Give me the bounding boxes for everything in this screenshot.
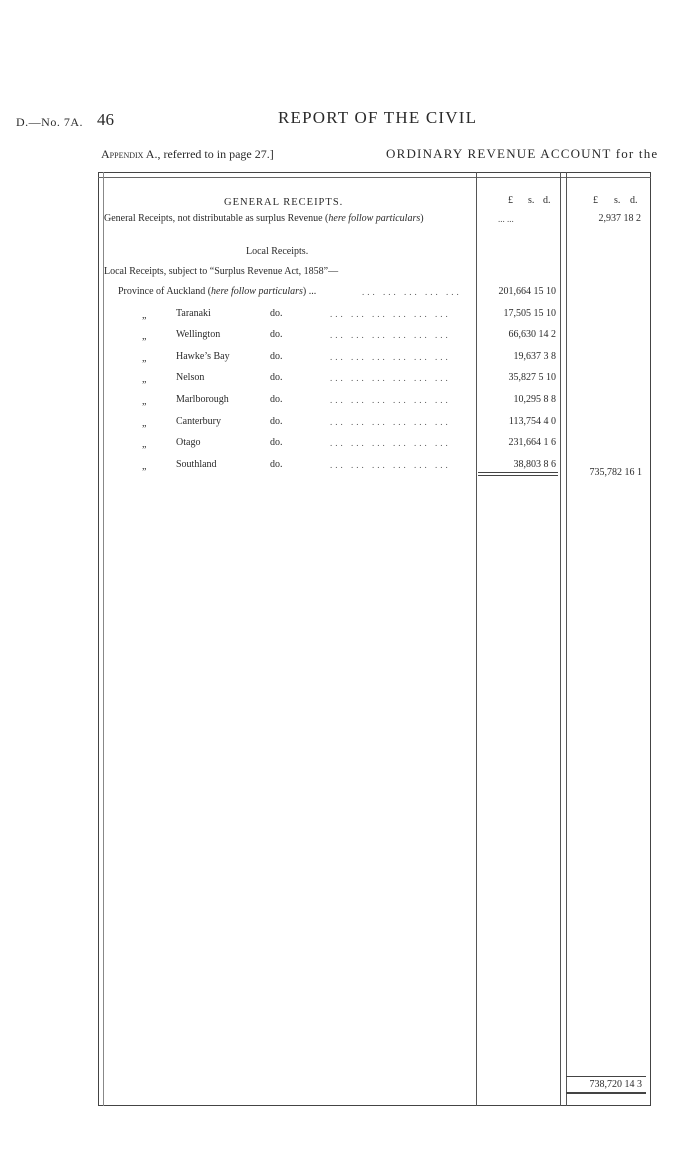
- leader-dots: ... ... ... ... ... ...: [330, 438, 451, 448]
- col2-pound-header: £: [593, 195, 598, 206]
- row-amount: 231,664 1 6: [508, 437, 556, 448]
- ditto-do: do.: [270, 329, 283, 340]
- page-title: REPORT OF THE CIVIL: [278, 108, 478, 127]
- row-label-text: Taranaki: [176, 308, 211, 319]
- col1-shilling-header: s.: [528, 195, 535, 206]
- leader-dots: ... ... ... ... ... ...: [330, 417, 451, 427]
- ditto-do: do.: [270, 416, 283, 427]
- local-receipts-heading: Local Receipts.: [246, 246, 309, 257]
- col1-pence-header: d.: [543, 195, 551, 206]
- general-receipts-amount: 2,937 18 2: [598, 213, 641, 224]
- ditto-mark: „: [142, 396, 147, 407]
- row-amount: 35,827 5 10: [508, 372, 556, 383]
- ditto-mark: „: [142, 374, 147, 385]
- ditto-mark: „: [142, 353, 147, 364]
- row-label-italic: here follow particulars: [211, 286, 303, 297]
- row-label: [118, 286, 316, 297]
- general-receipts-heading: GENERAL RECEIPTS.: [224, 197, 344, 208]
- ditto-mark: „: [142, 310, 147, 321]
- leader-dots: ... ... ... ... ... ...: [330, 352, 451, 362]
- document-reference: [16, 115, 83, 130]
- leader-dots: ... ... ... ... ... ...: [330, 460, 451, 470]
- doc-ref-number: 7A.: [63, 115, 84, 129]
- leader-dots: ... ... ... ... ... ...: [330, 309, 451, 319]
- row-amount: 10,295 8 8: [513, 394, 556, 405]
- page-number: 46: [97, 110, 114, 129]
- row-amount: 66,630 14 2: [508, 329, 556, 340]
- subtotal-rule-top: [478, 472, 558, 473]
- general-receipts-line: [104, 213, 424, 224]
- general-line-text: General Receipts, not distributable as surplus Revenue (: [104, 213, 329, 224]
- ditto-do: do.: [270, 308, 283, 319]
- appendix-label: Appendix: [101, 147, 144, 161]
- row-label-text: Canterbury: [176, 416, 221, 427]
- row-label-text: Hawke’s Bay: [176, 351, 230, 362]
- doc-ref-prefix: D.—No.: [16, 115, 61, 129]
- row-amount: 17,505 15 10: [503, 308, 556, 319]
- row-label-close: ) ...: [302, 286, 317, 297]
- ditto-do: do.: [270, 394, 283, 405]
- ditto-do: do.: [270, 372, 283, 383]
- ditto-do: do.: [270, 351, 283, 362]
- ditto-do: do.: [270, 459, 283, 470]
- col2-pence-header: d.: [630, 195, 638, 206]
- leader-dots: ... ... ... ... ... ...: [330, 330, 451, 340]
- row-label: [176, 416, 221, 427]
- row-amount: 38,803 8 6: [513, 459, 556, 470]
- general-line-italic: here follow particulars: [328, 213, 421, 224]
- row-label: [176, 351, 230, 362]
- subtotal-rule-bottom: [478, 475, 558, 476]
- row-amount: 19,637 3 8: [513, 351, 556, 362]
- ditto-mark: „: [142, 331, 147, 342]
- general-line-close: ): [420, 213, 424, 224]
- column-rule-1: [476, 172, 477, 1106]
- appendix-reference: [101, 147, 274, 162]
- row-label: [176, 329, 220, 340]
- column-rule-2: [560, 172, 561, 1106]
- leader-dots: ... ... ... ... ... ...: [330, 373, 451, 383]
- row-label: [176, 372, 204, 383]
- row-label-text: Otago: [176, 437, 201, 448]
- ditto-mark: „: [142, 418, 147, 429]
- row-label-text: Southland: [176, 459, 217, 470]
- row-label-text: Nelson: [176, 372, 205, 383]
- col1-pound-header: £: [508, 195, 513, 206]
- row-label-text: Province of Auckland (: [118, 286, 212, 297]
- col2-shilling-header: s.: [614, 195, 621, 206]
- table-top-rule: [98, 177, 651, 178]
- appendix-rest: A., referred to in page 27.]: [145, 147, 274, 161]
- row-label: [176, 308, 211, 319]
- row-label-text: Marlborough: [176, 394, 229, 405]
- local-receipts-intro: Local Receipts, subject to “Surplus Revenue Act, 1858”—: [104, 266, 339, 277]
- row-amount: 201,664 15 10: [498, 286, 556, 297]
- row-label: [176, 394, 229, 405]
- column-rule-3: [566, 172, 567, 1106]
- ditto-do: do.: [270, 437, 283, 448]
- row-label-text: Wellington: [176, 329, 221, 340]
- general-col1-placeholder: ... ...: [498, 214, 514, 224]
- row-label: [176, 437, 200, 448]
- left-inner-rule: [103, 172, 104, 1106]
- ditto-mark: „: [142, 461, 147, 472]
- grand-total: 738,720 14 3: [589, 1079, 642, 1090]
- account-title: ORDINARY REVENUE ACCOUNT for the: [386, 146, 659, 161]
- row-label: [176, 459, 217, 470]
- local-receipts-subtotal: 735,782 16 1: [589, 467, 642, 478]
- ditto-mark: „: [142, 439, 147, 450]
- leader-dots: ... ... ... ... ...: [362, 287, 462, 297]
- leader-dots: ... ... ... ... ... ...: [330, 395, 451, 405]
- row-amount: 113,754 4 0: [508, 416, 556, 427]
